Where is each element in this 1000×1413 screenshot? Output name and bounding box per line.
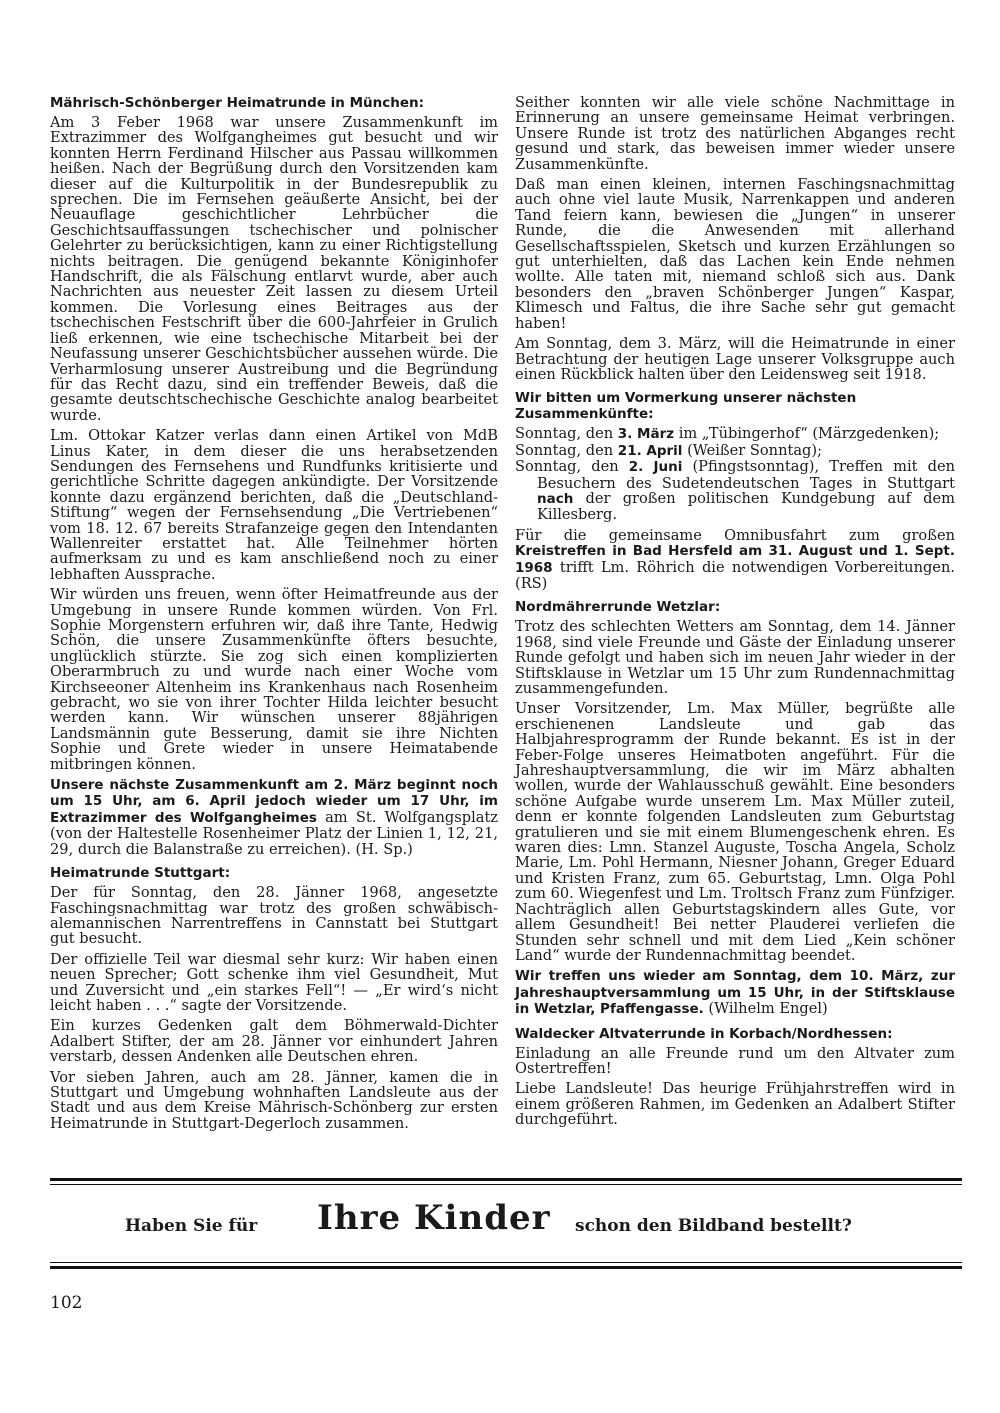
advertisement-box: [55, 1192, 955, 1257]
section-title-stuttgart: Heimatrunde Stuttgart:: [50, 865, 231, 882]
paragraph: Wir würden uns freuen, wenn öfter Heimatfreunde aus der Umgebung in unsere Runde kommen würden. Von Frl. Sophie Morgenstern erfuhren wir, daß ihre Tante, Hedwig Schön, die unsere Zusammenkünfte öfters besuchte, unglücklich stürzte. Sie zog sich einen komplizierten Oberarmbruch zu und wurde nach einer Woche vom Kirchseeoner Altenheim ins Krankenhaus nach Rosenheim gebracht, wo sie von ihrer Tochter Hilda leichter besucht werden kann. Wir wünschen unserer 88jährigen Landsmännin gute Besserung, damit sie ihre Nichten Sophie und Grete wieder in unsere Heimatabende mitbringen können.: [50, 586, 498, 773]
paragraph: Daß man einen kleinen, internen Faschingsnachmittag auch ohne viel laute Musik, Narrenkappen und anderen Tand feiern kann, bewiesen die „Jungen“ in unserer Runde, die die Anwesenden mit allerhand Gesellschaftsspielen, Sketsch und kurzen Erzählungen so gut unterhielten, daß das Lachen kein Ende nehmen wollte. Alle taten mit, niemand schloß sich aus. Dank besonders den „braven Schönberger Jungen“ Kaspar, Klimesch und Faltus, die ihre Sache sehr gut gemacht haben!: [515, 176, 955, 332]
paragraph: Am Sonntag, dem 3. März, will die Heimatrunde in einer Betrachtung der heutigen Lage unserer Volksgruppe auch einen Rückblick halten über den Leidensweg seit 1918.: [515, 335, 955, 383]
date-bold: 21. April: [617, 442, 683, 459]
paragraph-announcement: [515, 968, 955, 1017]
paragraph: Lm. Ottokar Katzer verlas dann einen Artikel von MdB Linus Kater, in dem dieser die uns herabsetzenden Sendungen des Fernsehens und Rundfunks kritisierte und gerichtliche Schritte dagegen ankündigte. Der Vorsitzende konnte dazu ergänzend berichten, daß die „Deutschland-Stiftung“ wegen der Fernsehsendung „Die Vertriebenen“ vom 18. 12. 67 bereits Strafanzeige gegen den Intendanten Wallenreiter erstattet hat. Alle Teilnehmer hörten aufmerksam zu und es kam anschließend noch zu einer lebhaften Aussprache.: [50, 427, 498, 583]
paragraph-announcement: [50, 777, 498, 857]
paragraph: Unser Vorsitzender, Lm. Max Müller, begrüßte alle erschienenen Landsleute und gab das Halbjahresprogramm der Runde bekannt. Es ist in der Feber-Folge unseres Heimatboten angeführt. Für die Jahreshauptversammlung, die wir im März abhalten wollen, wurde der Wahlausschuß gewählt. Eine besonders schöne Aufgabe wurde unserem Lm. Max Müller zuteil, denn er konnte folgenden Landsleuten zum Geburtstag gratulieren und sie mit einem Blumengeschenk ehren. Es waren dies: Lmn. Stanzel Auguste, Toscha Angela, Scholz Marie, Lm. Pohl Hermann, Niesner Johann, Greger Eduard und Kristen Franz, zum 65. Geburtstag, Lmn. Olga Pohl zum 60. Wiegenfest und Lm. Troltsch Franz zum Fünfziger. Nachträglich allen Geburtstagskindern alles Gute, vor allem Gesundheit! Bei netter Plauderei verliefen die Stunden sehr schnell und mit dem Lied „Kein schöner Land“ wurde der Rundennachmittag beendet.: [515, 700, 955, 964]
left-column: [50, 95, 498, 1136]
announcement-rest: (Wilhelm Engel): [703, 1000, 828, 1018]
announcement-bold: Unsere nächste Zusammenkunft am 2. März beginnt noch um 15 Uhr, am 6. April jedoch wieder um 17 Uhr, im Extrazimmer des Wolfgangheimes: [50, 777, 498, 826]
divider-rule: [50, 1178, 962, 1181]
paragraph: Der für Sonntag, den 28. Jänner 1968, angesetzte Faschingsnachmittag war trotz des großen schwäbisch-alemannischen Narrentreffens in Cannstatt bei Stuttgart gut besucht.: [50, 884, 498, 948]
announcement-rest: am St. Wolfgangsplatz (von der Haltestelle Rosenheimer Platz der Linien 1, 12, 21, 29, durch die Balanstraße zu erreichen). (H. Sp.): [50, 808, 498, 858]
paragraph-omnibus: [515, 528, 955, 592]
divider-rule: [50, 1266, 962, 1269]
paragraph: Vor sieben Jahren, auch am 28. Jänner, kamen die in Stuttgart und Umgebung wohnhaften Landsleute aus der Stadt und aus dem Kreise Mährisch-Schönberg zur ersten Heimatrunde in Stuttgart-Degerloch zusammen.: [50, 1068, 498, 1132]
paragraph: Trotz des schlechten Wetters am Sonntag, dem 14. Jänner 1968, sind viele Freunde und Gäste der Einladung unserer Runde gefolgt und haben sich im neuen Jahr wieder in der Stiftsklause in Wetzlar um 15 Uhr zum Rundennachmittag zusammengefunden.: [515, 618, 955, 697]
date-text: Sonntag, den: [515, 425, 618, 443]
text: Für die gemeinsame Omnibusfahrt zum großen: [515, 526, 955, 544]
date-item: [515, 443, 955, 459]
ad-text-right: schon den Bildband bestellt?: [575, 1216, 852, 1236]
paragraph: Seither konnten wir alle viele schöne Nachmittage in Erinnerung an unsere gemeinsame Heimat verbringen. Unsere Runde ist trotz des natürlichen Abganges recht gesund und stark, das beweisen immer wieder unsere Zusammenkünfte.: [515, 94, 955, 173]
paragraph: Ein kurzes Gedenken galt dem Böhmerwald-Dichter Adalbert Stifter, der am 28. Jänner vor einhundert Jahren verstarb, dessen Andenken alle Deutschen ehren.: [50, 1017, 498, 1066]
date-bold: 2. Juni: [628, 459, 683, 476]
section-title-muenchen: Mährisch-Schönberger Heimatrunde in München:: [50, 95, 425, 111]
date-text: (Weißer Sonntag);: [682, 441, 822, 459]
divider-rule: [50, 1262, 962, 1263]
paragraph: Einladung an alle Freunde rund um den Altvater zum Ostertreffen!: [515, 1044, 955, 1077]
text: trifft Lm. Röhrich die notwendigen Vorbereitungen. (RS): [515, 558, 955, 592]
divider-rule: [50, 1184, 962, 1185]
section-title-vormerkung: Wir bitten um Vormerkung unserer nächsten Zusammenkünfte:: [515, 390, 857, 423]
section-title-wetzlar: Nordmährerrunde Wetzlar:: [515, 599, 721, 616]
announcement-bold: Wir treffen uns wieder am Sonntag, dem 10. März, zur Jahreshauptversammlung um 15 Uhr, in der Stiftsklause in Wetzlar, Pfaffengasse.: [515, 968, 955, 1018]
date-text: Sonntag, den: [515, 441, 618, 459]
date-item: [515, 459, 955, 523]
date-text: der großen politischen Kundgebung auf dem Killesberg.: [537, 489, 955, 524]
date-bold: nach: [537, 490, 574, 507]
date-item: [515, 426, 955, 442]
section-title-korbach: Waldecker Altvaterrunde in Korbach/Nordhessen:: [515, 1025, 893, 1042]
page-number: 102: [50, 1293, 83, 1313]
date-text: im „Tübingerhof“ (Märzgedenken);: [674, 425, 940, 443]
date-text: (Pfingstsonntag), Treffen mit den Besuchern des Sudetendeutschen Tages in Stuttgart: [537, 458, 955, 492]
paragraph: Der offizielle Teil war diesmal sehr kurz: Wir haben einen neuen Sprecher; Gott schenke ihm viel Gesundheit, Mut und Zuversicht und „ein starkes Fell“! — „Er wird‘s nicht leicht haben . . .“ sagte der Vorsitzende.: [50, 950, 498, 1014]
paragraph: Am 3 Feber 1968 war unsere Zusammenkunft im Extrazimmer des Wolfgangheimes gut besucht und wir konnten Herrn Ferdinand Hilscher aus Passau willkommen heißen. Nach der Begrüßung durch den Vorsitzenden kam dieser auf die Kulturpolitik in der Bundesrepublik zu sprechen. Die im Fernsehen geäußerte Ansicht, bei der Neuauflage geschichtlicher Lehrbücher die Geschichtsauffassungen tschechischer und polnischer Gelehrter zu berücksichtigen, kann zu einer Richtigstellung nichts beitragen. Die genügend bekannte Königinhofer Handschrift, die als Fälschung entlarvt wurde, aber auch Nachrichten aus neuester Zeit lassen zu diesem Urteil kommen. Die Vorlesung eines Beitrages aus der tschechischen Festschrift über die 600-Jahrfeier in Grulich ließ erkennen, wie eine tschechische Mitarbeit bei der Neufassung unserer Geschichtsbücher aussehen würde. Die Verharmlosung unserer Austreibung und die Begründung für das Recht dazu, sind ein treffender Beweis, daß die gesamte deutschtschechische Geschichte analog bearbeitet wurde.: [50, 114, 498, 424]
date-list: [515, 426, 955, 522]
ad-text-left: Haben Sie für: [125, 1216, 258, 1236]
paragraph: Liebe Landsleute! Das heurige Frühjahrstreffen wird in einem größeren Rahmen, im Gedenken an Adalbert Stifter durchgeführt.: [515, 1080, 955, 1129]
date-bold: 3. März: [617, 426, 675, 443]
ad-headline: Ihre Kinder: [317, 1198, 551, 1238]
right-column: [515, 95, 955, 1133]
date-text: Sonntag, den: [515, 458, 629, 476]
text-bold: Kreistreffen in Bad Hersfeld am 31. August und 1. Sept. 1968: [515, 543, 955, 576]
